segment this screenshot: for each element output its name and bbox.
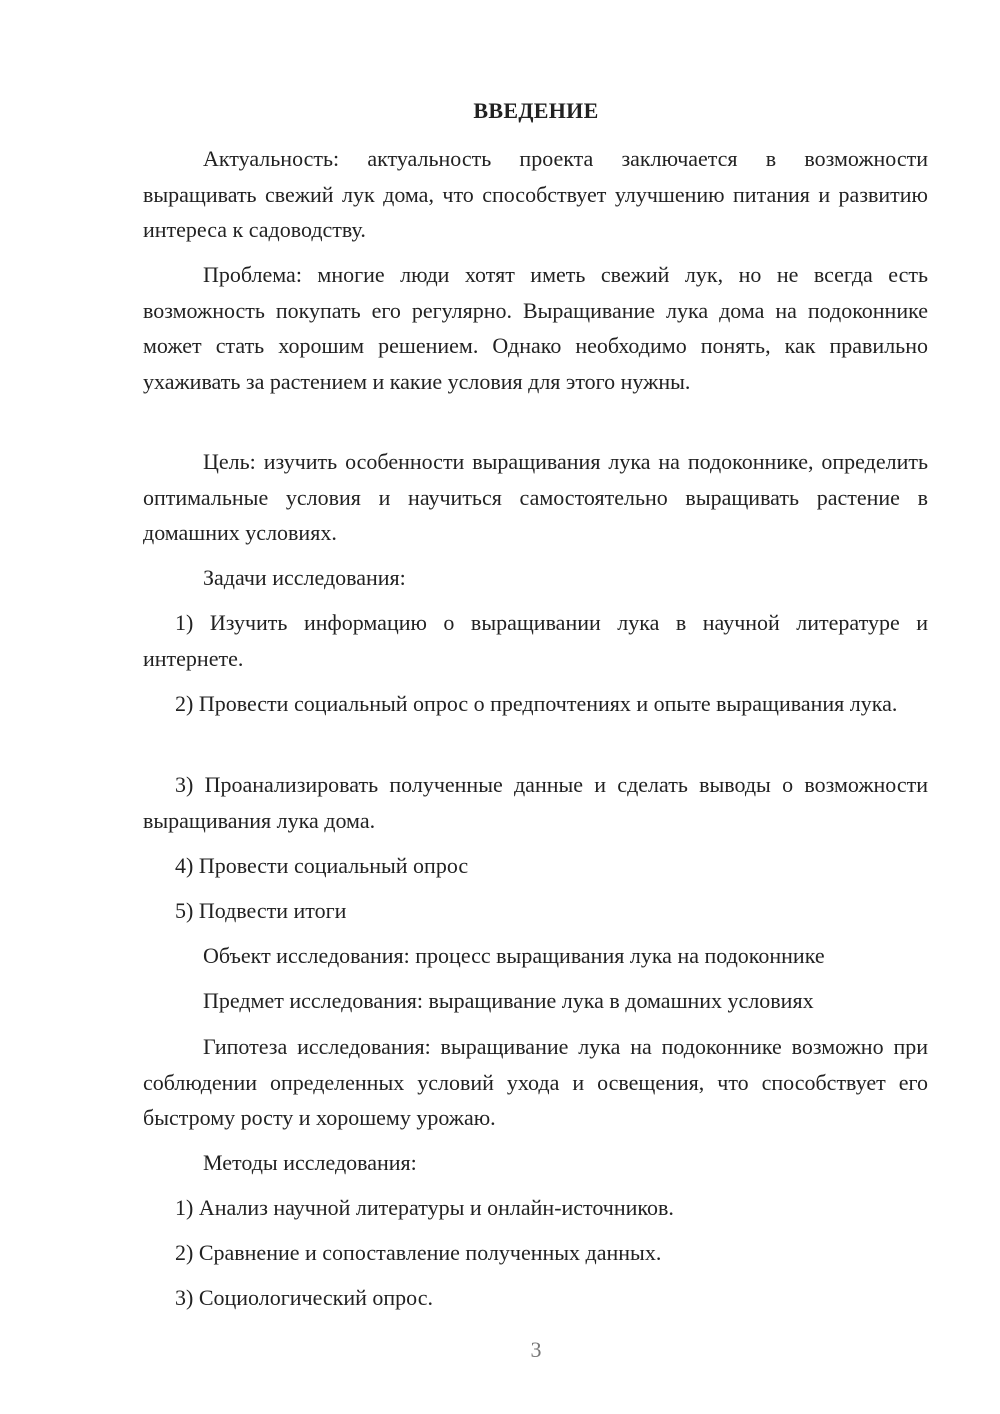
method-item-1: 1) Анализ научной литературы и онлайн-источников. (175, 1195, 674, 1220)
task-item-1: 1) Изучить информацию о выращивании лука в научной литературе и интернете. (143, 610, 928, 671)
paragraph-goal: Цель: изучить особенности выращивания лука на подоконнике, определить оптимальные условия и научиться самостоятельно выращивать растение в домашних условиях. (143, 449, 928, 545)
methods-heading: Методы исследования: (203, 1150, 417, 1175)
section-title: ВВЕДЕНИЕ (473, 98, 599, 123)
task-item-5: 5) Подвести итоги (175, 898, 347, 923)
paragraph-object: Объект исследования: процесс выращивания лука на подоконнике (203, 943, 825, 968)
paragraph-hypothesis: Гипотеза исследования: выращивание лука на подоконнике возможно при соблюдении определенных условий ухода и освещения, что способствует его быстрому росту и хорошему урожаю. (143, 1034, 928, 1130)
task-item-4: 4) Провести социальный опрос (175, 853, 469, 878)
method-item-3: 3) Социологический опрос. (175, 1285, 433, 1310)
task-item-2: 2) Провести социальный опрос о предпочтениях и опыте выращивания лука. (175, 691, 898, 716)
task-item-3: 3) Проанализировать полученные данные и сделать выводы о возможности выращивания лука дома. (143, 772, 928, 833)
paragraph-subject: Предмет исследования: выращивание лука в домашних условиях (203, 988, 814, 1013)
paragraph-relevance: Актуальность: актуальность проекта заключается в возможности выращивать свежий лук дома, что способствует улучшению питания и развитию интереса к садоводству. (143, 146, 928, 242)
tasks-heading: Задачи исследования: (203, 565, 406, 590)
paragraph-problem: Проблема: многие люди хотят иметь свежий лук, но не всегда есть возможность покупать его регулярно. Выращивание лука дома на подоконнике может стать хорошим решением. Однако необходимо понять, как правильно ухаживать за растением и какие условия для этого нужны. (143, 262, 928, 394)
method-item-2: 2) Сравнение и сопоставление полученных данных. (175, 1240, 662, 1265)
page-number: 3 (530, 1337, 542, 1362)
